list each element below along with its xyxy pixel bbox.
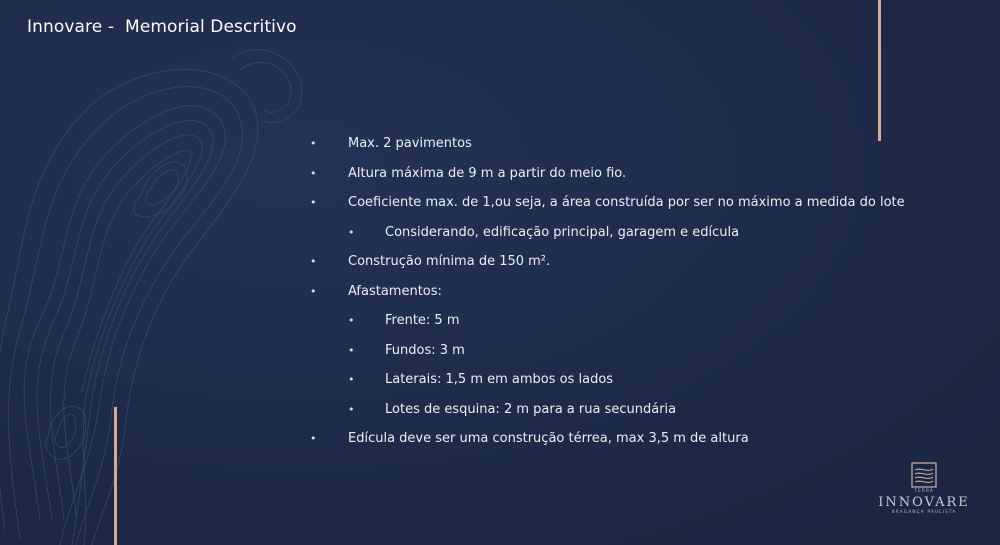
bullet-icon: • — [310, 284, 317, 298]
bullet-icon: • — [310, 432, 317, 445]
list-item-text: Afastamentos: — [348, 283, 442, 299]
list-item-text: Frente: 5 m — [385, 313, 460, 328]
bullet-icon: • — [310, 166, 317, 180]
list-item-text: Laterais: 1,5 m em ambos os lados — [385, 372, 614, 387]
bullet-icon: • — [348, 373, 355, 386]
list-item-text: Construção mínima de 150 m². — [348, 254, 551, 269]
list-item-text: Edícula deve ser uma construção térrea, max 3,5 m de altura — [348, 431, 749, 446]
list-item-text: Lotes de esquina: 2 m para a rua secundária — [385, 401, 677, 417]
logo-subtitle: BRAGANÇA PAULISTA — [891, 510, 957, 515]
list-item-text: Fundos: 3 m — [385, 342, 465, 358]
list-item-text: Max. 2 pavimentos — [348, 136, 472, 151]
list-item-text: Coeficiente max. de 1,ou seja, a área construída por ser no máximo a medida do lote — [348, 195, 905, 210]
accent-line-top — [878, 0, 881, 141]
bullet-icon: • — [310, 137, 317, 150]
bullet-icon: • — [348, 225, 355, 239]
topographic-contours-decoration — [0, 0, 320, 545]
bullet-icon: • — [348, 314, 355, 327]
list-item-text: Altura máxima de 9 m a partir do meio fio. — [348, 165, 627, 181]
logo-top-label: TERRA — [914, 489, 934, 494]
page-title: Innovare - Memorial Descritivo — [27, 17, 297, 37]
logo-name: INNOVARE — [878, 495, 970, 510]
bullet-icon: • — [310, 196, 317, 209]
bullet-icon: • — [348, 343, 355, 357]
innovare-logo — [868, 462, 980, 516]
bullet-icon: • — [348, 402, 355, 416]
list-item-text: Considerando, edificação principal, garagem e edícula — [385, 224, 740, 240]
bullet-icon: • — [310, 255, 317, 268]
innovare-logo-icon — [911, 462, 937, 488]
accent-line-bottom — [114, 407, 117, 545]
